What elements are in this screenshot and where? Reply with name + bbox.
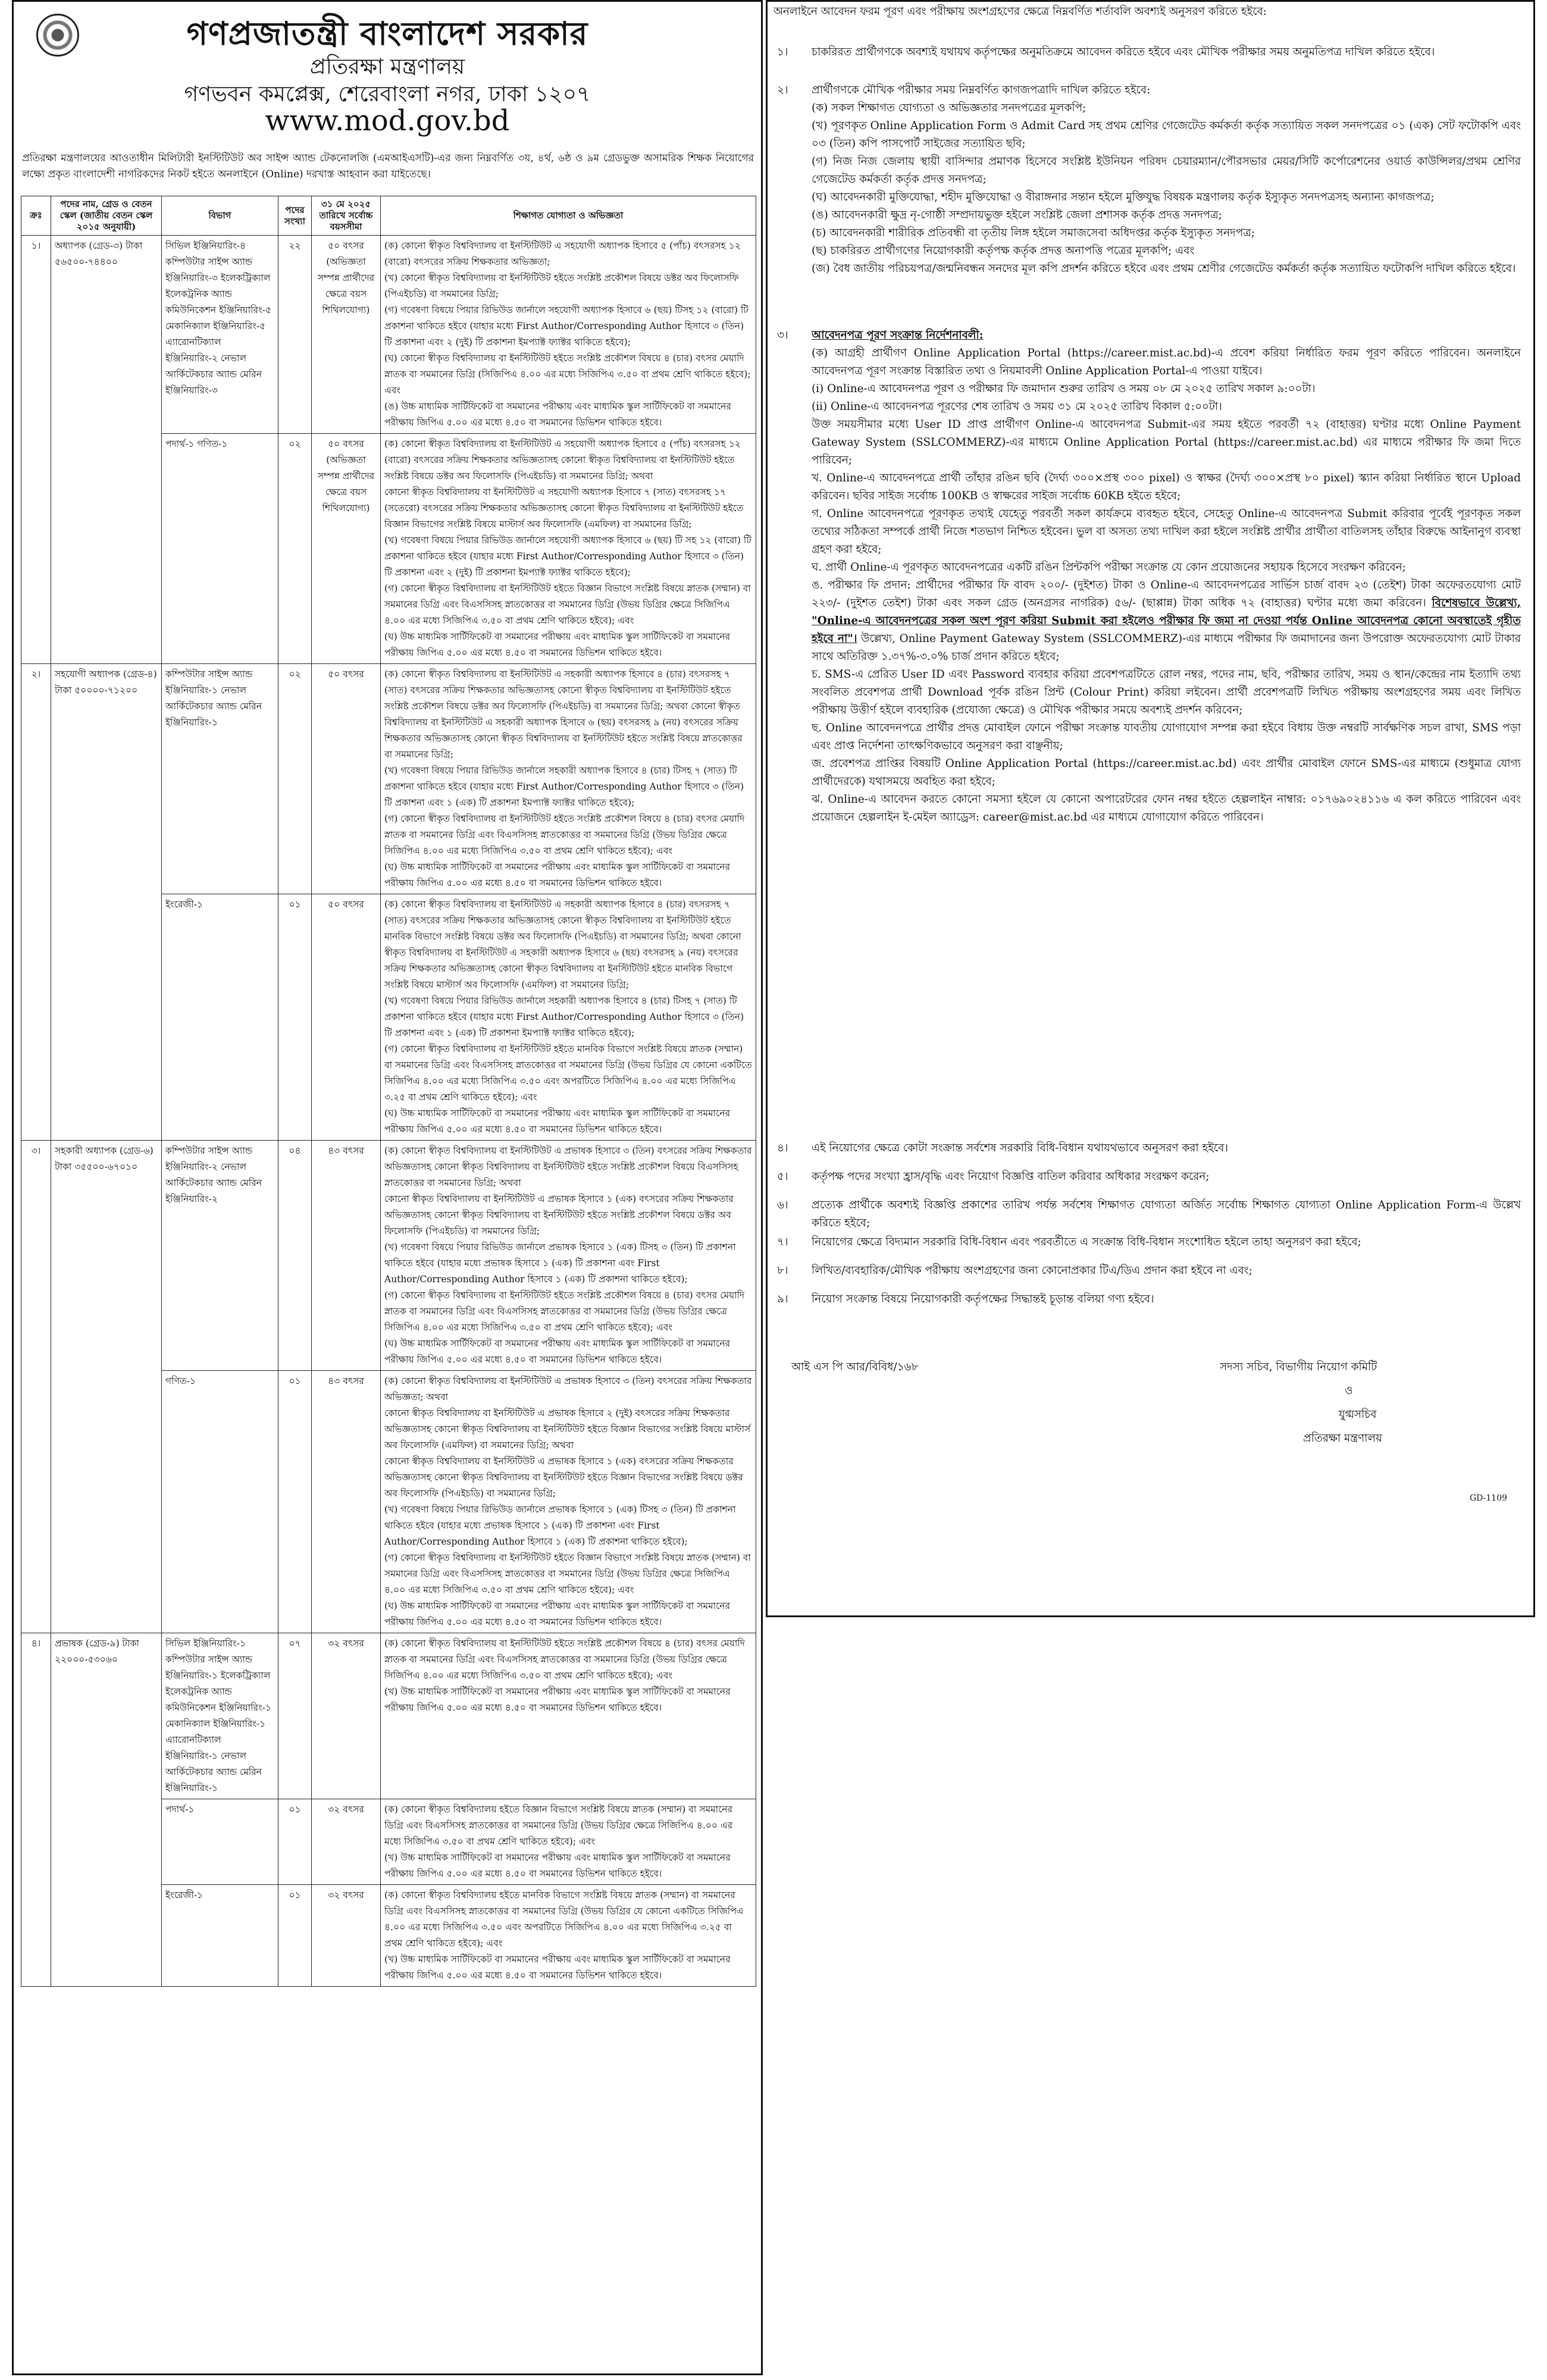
post-count-cell: ০১ xyxy=(278,1799,312,1885)
age-limit-cell: ৪৩ বৎসর xyxy=(312,1141,381,1371)
qualification-item: (গ) কোনো স্বীকৃত বিশ্ববিদ্যালয় বা ইনস্টিটিউট হইতে সংশ্লিষ্ট প্রকৌশল বিষয়ে ৪ (চার) বৎসর মেয়াদি স্নাতক বা সমমানের ডিগ্রি এবং বিএসসিসহ স্নাতকোত্তর বা সমমানের ডিগ্রি (উভয় ডিগ্রির ক্ষেত্রে সিজিপিএ ৪.০০ এর মধ্যে সিজিপিএ ৩.৫০ বা প্রথম শ্রেণি থাকিতে হইবে); এবং xyxy=(384,1290,745,1333)
signatory-title: সদস্য সচিব, বিভাগীয় নিয়োগ কমিটি xyxy=(1220,1361,1377,1373)
condition-4 xyxy=(777,1139,1521,1157)
application-instructions-heading: আবেদনপত্র পূরণ সংক্রান্ত নির্দেশনাবলী: xyxy=(812,329,984,342)
condition-8 xyxy=(777,1262,1521,1280)
table-row xyxy=(21,1633,756,1799)
condition-number: ৯। xyxy=(777,1293,788,1305)
serial-cell: ৩। xyxy=(21,1141,51,1633)
post-count-cell: ০৪ xyxy=(278,1141,312,1371)
post-count-cell: ২২ xyxy=(278,236,312,434)
qualification-item: (ঙ) উচ্চ মাধ্যমিক সার্টিফিকেট বা সমমানের পরীক্ষায় এবং মাধ্যমিক স্কুল সার্টিফিকেট বা সমমানের পরীক্ষায় জিপিএ ৫.০০ এর মধ্যে ৪.৫০ বা সমমানের ডিভিশন থাকিতে হইবে। xyxy=(384,401,731,428)
qualification-cell xyxy=(381,664,756,894)
qualification-cell xyxy=(381,236,756,434)
age-limit-cell: ৪৩ বৎসর xyxy=(312,1371,381,1633)
instruction-ga: গ. Online আবেদনপত্রে পূরণকৃত তথ্যই যেহেতু পরবর্তী সকল কার্যক্রমে ব্যবহৃত হইবে, সেহেতু Online-এ আবেদনপত্র Submit করিবার পূর্বেই পূরণকৃত সকল তথ্যের সঠিকতা সম্পর্কে প্রার্থী নিজে শতভাগ নিশ্চিত হইবেন। ভুল বা অসত্য তথ্য দাখিল করা হইলে সংশ্লিষ্ট প্রার্থীর প্রার্থীতা বাতিলসহ তাঁহার বিরুদ্ধে আইনানুগ ব্যবস্থা গ্রহণ করা হইবে; xyxy=(812,508,1521,556)
qualification-item: (গ) কোনো স্বীকৃত বিশ্ববিদ্যালয় বা ইনস্টিটিউট হইতে বিজ্ঞান বিভাগে সংশ্লিষ্ট বিষয়ে স্নাতক (সম্মান) বা সমমানের ডিগ্রি এবং বিএসসিসহ স্নাতকোত্তর বা সমমানের ডিগ্রি (উভয় ডিগ্রির ক্ষেত্রে সিজিপিএ ৪.০০ এর মধ্যে সিজিপিএ ৩.৫০ বা প্রথম শ্রেণি থাকিতে হইবে); এবং xyxy=(384,1552,751,1595)
qualification-item: (ঘ) উচ্চ মাধ্যমিক সার্টিফিকেট বা সমমানের পরীক্ষায় এবং মাধ্যমিক স্কুল সার্টিফিকেট বা সমমানের পরীক্ষায় জিপিএ ৫.০০ এর মধ্যে ৪.৫০ বা সমমানের ডিভিশন থাকিতে হইবে। xyxy=(384,1601,731,1627)
condition-2 xyxy=(777,82,1521,278)
qualification-cell xyxy=(381,434,756,664)
notice-header xyxy=(14,2,761,151)
qualification-item: (ক) কোনো স্বীকৃত বিশ্ববিদ্যালয় বা ইনস্টিটিউট এ সহযোগী অধ্যাপক হিসাবে ৫ (পাঁচ) বৎসরসহ ১২ (বারো) বৎসরের সক্রিয় শিক্ষকতার অভিজ্ঞতাসহ কোনো স্বীকৃত বিশ্ববিদ্যালয় বা ইনস্টিটিউট হইতে সংশ্লিষ্ট বিষয়ে ডক্টর অব ফিলোসফি (পিএইচডি) বা সমমানের ডিগ্রি; অথবা xyxy=(384,439,741,481)
condition-9 xyxy=(777,1291,1521,1308)
qualification-item: (খ) গবেষণা বিষয়ে পিয়ার রিভিউড জার্নালে প্রভাষক হিসাবে ১ (এক) টিসহ ৩ (তিন) টি প্রকাশনা থাকিতে হইবে (যাহার মধ্যে প্রভাষক হিসাবে ১ (এক) টি প্রকাশনা এবং First Author/Corresponding Author হিসাবে ১ (এক) টি প্রকাশনা থাকিতে হইবে); xyxy=(384,1504,736,1547)
gd-code: GD-1109 xyxy=(1470,1493,1508,1503)
ministry-website: www.mod.gov.bd xyxy=(265,104,510,137)
qualification-item: (ক) কোনো স্বীকৃত বিশ্ববিদ্যালয় বা ইনস্টিটিউট এ প্রভাষক হিসাবে ৩ (তিন) বৎসরের সক্রিয় শিক্ষকতার অভিজ্ঞতাসহ কোনো স্বীকৃত বিশ্ববিদ্যালয় বা ইনস্টিটিউট হইতে সংশ্লিষ্ট প্রকৌশল বিষয়ে বিএসসিসহ স্নাতকোত্তর বা সমমানের ডিগ্রি; অথবা xyxy=(384,1145,752,1188)
serial-cell: ২। xyxy=(21,664,51,1141)
ministry-name: প্রতিরক্ষা মন্ত্রণালয় xyxy=(309,55,465,79)
signatory-designation: যুগ্মসচিব xyxy=(1339,1408,1377,1421)
age-limit-cell: ৩২ বৎসর xyxy=(312,1633,381,1799)
instruction-payment: উক্ত সময়সীমার মধ্যে User ID প্রাপ্ত প্রার্থীগণ Online-এ আবেদনপত্র Submit-এর সময় হইতে পরবর্তী ৭২ (বাহাত্তর) ঘণ্টার মধ্যে Online Payment Gateway System (SSLCOMMERZ)-এর মাধ্যমে Online Application Portal (https://career.mist.ac.bd) এর মাধ্যমে পরীক্ষার ফি জমা দিতে পারিবেন; xyxy=(812,418,1521,466)
government-title: গণপ্রজাতন্ত্রী বাংলাদেশ সরকার xyxy=(186,14,588,52)
qualification-item: (ঘ) উচ্চ মাধ্যমিক সার্টিফিকেট বা সমমানের পরীক্ষায় এবং মাধ্যমিক স্কুল সার্টিফিকেট বা সমমানের পরীক্ষায় জিপিএ ৫.০০ এর মধ্যে ৪.৫০ বা সমমানের ডিভিশন থাকিতে হইবে। xyxy=(384,862,731,888)
age-limit-cell: ৩২ বৎসর xyxy=(312,1799,381,1885)
post-count-cell: ০৭ xyxy=(278,1633,312,1799)
age-limit-cell: ৫০ বৎসর xyxy=(312,894,381,1141)
document-item: (ঘ) আবেদনকারী মুক্তিযোদ্ধা, শহীদ মুক্তিযোদ্ধা ও বীরাঙ্গনার সন্তান হইলে মুক্তিযুদ্ধ বিষয়ক মন্ত্রণালয় কর্তৃক ইস্যুকৃত সনদপত্রসহ অন্যান্য কাগজপত্র; xyxy=(812,191,1435,203)
job-notice-right-panel xyxy=(766,0,1535,1617)
col-header-count: পদের সংখ্যা xyxy=(278,196,312,236)
qualification-item: (খ) গবেষণা বিষয়ে পিয়ার রিভিউড জার্নালে প্রভাষক হিসাবে ১ (এক) টিসহ ৩ (তিন) টি প্রকাশনা থাকিতে হইবে (যাহার মধ্যে প্রভাষক হিসাবে ১ (এক) টি প্রকাশনা এবং First Author/Corresponding Author হিসাবে ১ (এক) টি প্রকাশনা থাকিতে হইবে); xyxy=(384,1242,736,1285)
conditions-intro: অনলাইনে আবেদন ফরম পূরণ এবং পরীক্ষায় অংশগ্রহণের ক্ষেত্রে নিম্নবর্ণিত শর্তাবলি অবশ্যই অনুসরণ করিতে হইবে: xyxy=(774,5,1267,18)
department-cell: পদার্থ-১ গণিত-১ xyxy=(162,434,278,664)
table-row xyxy=(21,664,756,894)
qualification-item: (গ) গবেষণা বিষয়ে পিয়ার রিভিউড জার্নালে সহযোগী অধ্যাপক হিসাবে ৬ (ছয়) টিসহ ১২ (বারো) টি প্রকাশনা থাকিতে হইবে (যাহার মধ্যে First Author/Corresponding Author হিসাবে ৩ (তিন) টি প্রকাশনা এবং ২ (দুই) টি প্রকাশনা ইমপ্যাক্ট ফ্যাক্টর থাকিতে হইবে); xyxy=(384,305,749,347)
condition-text: প্রত্যেক প্রার্থীকে অবশ্যই বিজ্ঞপ্তি প্রকাশের তারিখ পর্যন্ত সর্বশেষ শিক্ষাগত যোগ্যতা অর্জিত সর্বোচ্চ শিক্ষাগত যোগ্যতা Online Application Form-এ উল্লেখ করিতে হইবে; xyxy=(812,1199,1521,1229)
document-item: (চ) আবেদনকারী শারীরিক প্রতিবন্ধী বা তৃতীয় লিঙ্গ হইলে সমাজসেবা অধিদপ্তর কর্তৃক ইস্যুকৃত সনদপত্র; xyxy=(812,227,1255,239)
qualification-item: (খ) কোনো স্বীকৃত বিশ্ববিদ্যালয় বা ইনস্টিটিউট হইতে সংশ্লিষ্ট প্রকৌশল বিষয়ে ডক্টর অব ফিলোসফি (পিএইচডি) বা সমমানের ডিগ্রি; xyxy=(384,273,739,299)
col-header-sl: ক্রঃ xyxy=(21,196,51,236)
document-item: (গ) নিজ নিজ জেলায় স্থায়ী বাসিন্দার প্রমাণক হিসেবে সংশ্লিষ্ট ইউনিয়ন পরিষদ চেয়ারম্যান/পৌরসভার মেয়র/সিটি কর্পোরেশনের ওয়ার্ড কাউন্সিলর/প্রথম শ্রেণির গেজেটেড কর্মকর্তা কর্তৃক প্রদত্ত সনদপত্র; xyxy=(812,155,1521,186)
instruction-chha: ছ. Online আবেদনপত্রে প্রার্থীর প্রদত্ত মোবাইল ফোনে পরীক্ষা সংক্রান্ত যাবতীয় যোগাযোগ সম্পন্ন করা হইবে বিধায় উক্ত নম্বরটি সার্বক্ষণিক সচল রাখা, SMS পড়া এবং প্রাপ্ত নির্দেশনা তাৎক্ষণিকভাবে অনুসরণ করা বাঞ্ছনীয়; xyxy=(812,722,1521,752)
qualification-item: (খ) গবেষণা বিষয়ে পিয়ার রিভিউড জার্নালে সহযোগী অধ্যাপক হিসাবে ৬ (ছয়) টি সহ ১২ (বারো) টি প্রকাশনা থাকিতে হইবে (যাহার মধ্যে First Author/Corresponding Author হিসাবে ৩ (তিন) টি প্রকাশনা এবং ২ (দুই) টি প্রকাশনা ইমপ্যাক্ট ফ্যাক্টর থাকিতে হইবে); xyxy=(384,535,751,578)
qualification-item: (ঘ) কোনো স্বীকৃত বিশ্ববিদ্যালয় বা ইনস্টিটিউট হইতে সংশ্লিষ্ট প্রকৌশল বিষয়ে ৪ (চার) বৎসর মেয়াদি স্নাতক বা সমমানের ডিগ্রি (সিজিপিএ ৪.০০ এর মধ্যে সিজিপিএ ৩.৫০ বা প্রথম শ্রেণি থাকিতে হইবে); এবং xyxy=(384,353,751,396)
post-count-cell: ০১ xyxy=(278,1885,312,1987)
post-count-cell: ০১ xyxy=(278,1371,312,1633)
condition-number: ৫। xyxy=(777,1170,788,1183)
qualification-item: (ক) কোনো স্বীকৃত বিশ্ববিদ্যালয় হইতে মানবিক বিভাগে সংশ্লিষ্ট বিষয়ে স্নাতক (সম্মান) বা সমমানের ডিগ্রি এবং বিএসসিসহ স্নাতকোত্তর বা সমমানের ডিগ্রি (উভয় ডিগ্রির যে কোনো একটিতে সিজিপিএ ৪.০০ এর মধ্যে সিজিপিএ ৩.৫০ এবং অপরটিতে সিজিপিএ ৪.০০ এর মধ্যে সিজিপিএ ৩.২৫ বা প্রথম শ্রেণি থাকিতে হইবে); এবং xyxy=(384,1890,744,1949)
condition-text: লিখিত/ব্যবহারিক/মৌখিক পরীক্ষায় অংশগ্রহণের জন্য কোনোপ্রকার টিএ/ডিএ প্রদান করা হইবে না এবং; xyxy=(812,1264,1252,1277)
qualification-item: (ক) কোনো স্বীকৃত বিশ্ববিদ্যালয় বা ইনস্টিটিউট এ সহকারী অধ্যাপক হিসাবে ৪ (চার) বৎসরসহ ৭ (সাত) বৎসরের সক্রিয় শিক্ষকতার অভিজ্ঞতাসহ কোনো স্বীকৃত বিশ্ববিদ্যালয় বা ইনস্টিটিউট হইতে সংশ্লিষ্ট প্রকৌশল বিষয়ে ডক্টর অব ফিলোসফি (পিএইচডি) বা সমমানের ডিগ্রি; অথবা কোনো স্বীকৃত বিশ্ববিদ্যালয় বা ইনস্টিটিউট এ সহকারী অধ্যাপক হিসাবে ৬ (ছয়) বৎসরসহ ৯ (নয়) বৎসরের সক্রিয় শিক্ষকতার অভিজ্ঞতাসহ কোনো স্বীকৃত বিশ্ববিদ্যালয় বা ইনস্টিটিউট হইতে সংশ্লিষ্ট বিষয়ে স্নাতকোত্তর বা সমমানের ডিগ্রি; xyxy=(384,669,743,760)
qualification-cell xyxy=(381,1371,756,1633)
qualification-item: (গ) কোনো স্বীকৃত বিশ্ববিদ্যালয় বা ইনস্টিটিউট হইতে সংশ্লিষ্ট প্রকৌশল বিষয়ে ৪ (চার) বৎসর মেয়াদি স্নাতক বা সমমানের ডিগ্রি এবং বিএসসিসহ স্নাতকোত্তর বা সমমানের ডিগ্রি (উভয় ডিগ্রির ক্ষেত্রে সিজিপিএ ৪.০০ এর মধ্যে সিজিপিএ ৩.৫০ বা প্রথম শ্রেণি থাকিতে হইবে); এবং xyxy=(384,813,745,856)
post-count-cell: ০২ xyxy=(278,664,312,894)
qualification-item: (ঘ) উচ্চ মাধ্যমিক সার্টিফিকেট বা সমমানের পরীক্ষায় এবং মাধ্যমিক স্কুল সার্টিফিকেট বা সমমানের পরীক্ষায় জিপিএ ৫.০০ এর মধ্যে ৪.৫০ বা সমমানের ডিভিশন থাকিতে হইবে। xyxy=(384,631,731,658)
qualification-item: (ক) কোনো স্বীকৃত বিশ্ববিদ্যালয় বা ইনস্টিটিউট এ প্রভাষক হিসাবে ৩ (তিন) বৎসরের সক্রিয় শিক্ষকতার অভিজ্ঞতা; অথবা xyxy=(384,1376,752,1402)
qualification-item: (ঘ) উচ্চ মাধ্যমিক সার্টিফিকেট বা সমমানের পরীক্ষায় এবং মাধ্যমিক স্কুল সার্টিফিকেট বা সমমানের পরীক্ষায় জিপিএ ৫.০০ এর মধ্যে ৪.৫০ বা সমমানের ডিভিশন থাকিতে হইবে। xyxy=(384,1338,731,1365)
department-cell: সিভিল ইঞ্জিনিয়ারিং-১ কম্পিউটার সাইন্স অ্যান্ড ইঞ্জিনিয়ারিং-১ ইলেকট্রিক্যাল ইলেকট্রনিক অ্যান্ড কমিউনিকেশন ইঞ্জিনিয়ারিং-১ মেকানিক্যাল ইঞ্জিনিয়ারিং-১ এ্যারোনটিক্যাল ইঞ্জিনিয়ারিং-১ নেভাল আর্কিটেকচার অ্যান্ড মেরিন ইঞ্জিনিয়ারিং-১ xyxy=(162,1633,278,1799)
signatory-ministry: প্রতিরক্ষা মন্ত্রণালয় xyxy=(1303,1432,1382,1445)
condition-text: এই নিয়োগের ক্ষেত্রে কোটা সংক্রান্ত সর্বশেষ সরকারি বিধি-বিধান যথাযথভাবে অনুসরণ করা হইবে। xyxy=(812,1142,1229,1154)
qualification-item: (খ) উচ্চ মাধ্যমিক সার্টিফিকেট বা সমমানের পরীক্ষায় এবং মাধ্যমিক স্কুল সার্টিফিকেট বা সমমানের পরীক্ষায় জিপিএ ৫.০০ এর মধ্যে ৪.৫০ বা সমমানের ডিভিশন থাকিতে হইবে। xyxy=(384,1852,731,1879)
instruction-cha: চ. SMS-এ প্রেরিত User ID এবং Password ব্যবহার করিয়া প্রবেশপত্রটিতে রোল নম্বর, পদের নাম, ছবি, পরীক্ষার তারিখ, সময় ও স্থান/কেন্দ্রের নাম ইত্যাদি তথ্য সংবলিত প্রবেশপত্র প্রার্থী Download পূর্বক রঙিন প্রিন্ট (Colour Print) করিয়া লইবেন। প্রার্থী প্রবেশপত্রটি লিখিত পরীক্ষায় অংশগ্রহণের সময় এবং লিখিত পরীক্ষায় উত্তীর্ণ হইলে ব্যবহারিক (প্রযোজ্য ক্ষেত্রে) ও মৌখিক পরীক্ষার সময়ে অবশ্যই প্রদর্শন করিবেন; xyxy=(812,668,1521,716)
condition-number: ৪। xyxy=(777,1142,788,1154)
document-item: (খ) পূরণকৃত Online Application Form ও Admit Card সহ প্রথম শ্রেণির গেজেটেড কর্মকর্তা কর্তৃক সত্যায়িত সকল সনদপত্রের ০১ (এক) সেট ফটোকপি এবং ০৩ (তিন) কপি পাসপোর্ট সাইজের সত্যায়িত ছবি; xyxy=(812,120,1521,150)
qualification-item: কোনো স্বীকৃত বিশ্ববিদ্যালয় বা ইনস্টিটিউট এ প্রভাষক হিসাবে ১ (এক) বৎসরের সক্রিয় শিক্ষকতার অভিজ্ঞতাসহ কোনো স্বীকৃত বিশ্ববিদ্যালয় বা ইনস্টিটিউট হইতে বিজ্ঞান বিভাগের সংশ্লিষ্ট বিষয়ে ডক্টর অব ফিলোসফি (পিএইচডি) বা সমমানের ডিগ্রি; xyxy=(384,1456,743,1499)
posts-table-body xyxy=(21,236,756,1987)
condition-1 xyxy=(777,43,1521,61)
department-cell: কম্পিউটার সাইন্স অ্যান্ড ইঞ্জিনিয়ারিং-২ নেভাল আর্কিটেকচার অ্যান্ড মেরিন ইঞ্জিনিয়ারিং-২ xyxy=(162,1141,278,1371)
qualification-cell xyxy=(381,894,756,1141)
condition-text: প্রার্থীগণকে মৌখিক পরীক্ষার সময় নিম্নবর্ণিত কাগজপত্রাদি দাখিল করিতে হইবে: xyxy=(812,84,1151,96)
serial-cell: ১। xyxy=(21,236,51,664)
document-item: (জ) বৈধ জাতীয় পরিচয়পত্র/জন্মনিবন্ধন সনদের মূল কপি প্রদর্শন করিতে হইবে এবং প্রথম শ্রেণীর গেজেটেড কর্মকর্তা কর্তৃক সত্যায়িত ফটোকপি দাখিল করিতে হইবে। xyxy=(812,262,1516,275)
qualification-item: (খ) গবেষণা বিষয়ে পিয়ার রিভিউড জার্নালে সহকারী অধ্যাপক হিসাবে ৪ (চার) টিসহ ৭ (সাত) টি প্রকাশনা থাকিতে হইবে (যাহার মধ্যে First Author/Corresponding Author হিসাবে ৩ (তিন) টি প্রকাশনা এবং ১ (এক) টি প্রকাশনা ইমপ্যাক্ট ফ্যাক্টর থাকিতে হইবে); xyxy=(384,995,744,1038)
serial-cell: ৪। xyxy=(21,1633,51,1987)
post-name-cell: সহযোগী অধ্যাপক (গ্রেড-৪) টাকা ৫০০০০-৭১২০০ xyxy=(51,664,162,1141)
instruction-gha: ঘ. প্রার্থী Online-এ পূরণকৃত আবেদনপত্রের একটি রঙিন প্রিন্টকপি পরীক্ষা সংক্রান্ত যে কোন প্রয়োজনের সহায়ক হিসেবে সংরক্ষণ করিবেন; xyxy=(812,561,1406,574)
post-name-cell: অধ্যাপক (গ্রেড-৩) টাকা ৫৬৫০০-৭৪৪০০ xyxy=(51,236,162,664)
end-date-item: (ii) Online-এ আবেদনপত্র পূরণের শেষ তারিখ ও সময় ৩১ মে ২০২৫ তারিখ বিকাল ৫:০০টা। xyxy=(812,400,1222,413)
condition-number: ৬। xyxy=(777,1199,788,1211)
instruction-ja: জ. প্রবেশপত্র প্রাপ্তির বিষয়টি Online Application Portal (https://career.mist.ac.bd) এবং প্রার্থীর মোবাইল ফোনে SMS-এর মাধ্যমে (শুধুমাত্র যোগ্য প্রার্থীদেরকে) যথাসময়ে অবহিত করা হইবে; xyxy=(812,757,1521,788)
col-header-post: পদের নাম, গ্রেড ও বেতন স্কেল (জাতীয় বেতন স্কেল ২০১৫ অনুযায়ী) xyxy=(51,196,162,236)
qualification-item: (ক) কোনো স্বীকৃত বিশ্ববিদ্যালয় বা ইনস্টিটিউট এ সহকারী অধ্যাপক হিসাবে ৪ (চার) বৎসরসহ ৭ (সাত) বৎসরের সক্রিয় শিক্ষকতার অভিজ্ঞতাসহ কোনো স্বীকৃত বিশ্ববিদ্যালয় বা ইনস্টিটিউট হইতে মানবিক বিভাগে সংশ্লিষ্ট বিষয়ে ডক্টর অব ফিলোসফি (পিএইচডি) বা সমমানের ডিগ্রি; অথবা কোনো স্বীকৃত বিশ্ববিদ্যালয় বা ইনস্টিটিউট এ সহকারী অধ্যাপক হিসাবে ৬ (ছয়) বৎসরসহ ৯ (নয়) বৎসরের সক্রিয় শিক্ষকতার অভিজ্ঞতাসহ কোনো স্বীকৃত বিশ্ববিদ্যালয় বা ইনস্টিটিউট হইতে মানবিক বিভাগে সংশ্লিষ্ট বিষয়ে মাস্টার্স অব ফিলোসফি (এমফিল) বা সমমানের ডিগ্রি; xyxy=(384,899,741,990)
qualification-item: (খ) উচ্চ মাধ্যমিক সার্টিফিকেট বা সমমানের পরীক্ষায় এবং মাধ্যমিক স্কুল সার্টিফিকেট বা সমমানের পরীক্ষায় জিপিএ ৫.০০ এর মধ্যে ৪.৫০ বা সমমানের ডিভিশন থাকিতে হইবে। xyxy=(384,1954,731,1981)
department-cell: সিভিল ইঞ্জিনিয়ারিং-৪ কম্পিউটার সাইন্স অ্যান্ড ইঞ্জিনিয়ারিং-৩ ইলেকট্রিক্যাল ইলেকট্রনিক অ্যান্ড কমিউনিকেশন ইঞ্জিনিয়ারিং-৫ মেকানিক্যাল ইঞ্জিনিয়ারিং-৫ এ্যারোনটিক্যাল ইঞ্জিনিয়ারিং-২ নেভাল আর্কিটেকচার অ্যান্ড মেরিন ইঞ্জিনিয়ারিং-৩ xyxy=(162,236,278,434)
post-name-cell: প্রভাষক (গ্রেড-৯) টাকা ২২০০০-৫৩০৬০ xyxy=(51,1633,162,1987)
age-limit-cell: ৩২ বৎসর xyxy=(312,1885,381,1987)
department-cell: পদার্থ-১ xyxy=(162,1799,278,1885)
condition-text: নিয়োগের ক্ষেত্রে বিদ্যমান সরকারি বিধি-বিধান এবং পরবর্তীতে এ সংক্রান্ত বিধি-বিধান সংশোধিত হইলে তাহা অনুসরণ করা হইবে; xyxy=(812,1236,1361,1248)
department-cell: ইংরেজী-১ xyxy=(162,1885,278,1987)
reference-number: আই এস পি আর/বিবিধ/১৬৮ xyxy=(791,1361,919,1373)
fee-warning: বিশেষভাবে উল্লেখ্য, "Online-এ আবেদনপত্রের সকল অংশ পূরণ করিয়া Submit করা হইলেও পরীক্ষার ফি জমা না দেওয়া পর্যন্ত Online আবেদনপত্র কোনো অবস্থাতেই গৃহীত হইবে না"। xyxy=(812,597,1521,645)
condition-3 xyxy=(777,327,1521,826)
signatory-and: ও xyxy=(1345,1385,1353,1397)
qualification-item: (গ) কোনো স্বীকৃত বিশ্ববিদ্যালয় বা ইনস্টিটিউট হইতে মানবিক বিভাগে সংশ্লিষ্ট বিষয়ে স্নাতক (সম্মান) বা সমমানের ডিগ্রি এবং বিএসসিসহ স্নাতকোত্তর বা সমমানের ডিগ্রি (উভয় ডিগ্রির যে কোনো একটিতে সিজিপিএ ৪.০০ এর মধ্যে সিজিপিএ ৩.৫০ এবং অপরটিতে সিজিপিএ ৪.০০ এর মধ্যে সিজিপিএ ৩.২৫ বা প্রথম শ্রেণি থাকিতে হইবে); এবং xyxy=(384,1044,752,1103)
qualification-item: কোনো স্বীকৃত বিশ্ববিদ্যালয় বা ইনস্টিটিউট এ সহযোগী অধ্যাপক হিসাবে ৭ (সাত) বৎসরসহ ১৭ (সতেরো) বৎসরের সক্রিয় শিক্ষকতার অভিজ্ঞতাসহ কোনো স্বীকৃত বিশ্ববিদ্যালয় বা ইনস্টিটিউট হইতে বিজ্ঞান বিভাগের সংশ্লিষ্ট বিষয়ে মাস্টার্স অব ফিলোসফি (এমফিল) বা সমমানের ডিগ্রি; xyxy=(384,487,744,530)
instruction-jha: ঝ. Online-এ আবেদন করতে কোনো সমস্যা হইলে যে কোনো অপারেটরের ফোন নম্বর হইতে হেল্পলাইন নাম্বার: ০১৭৬৯০২৪১১৬ এ কল করিতে পারিবেন এবং প্রয়োজনে হেল্পলাইন ই-মেইল অ্যাড্রেস: career@mist.ac.bd এর মাধ্যমে যোগাযোগ করিতে পারিবেন। xyxy=(812,793,1521,823)
document-item: (ক) সকল শিক্ষাগত যোগ্যতা ও অভিজ্ঞতার সনদপত্রের মূলকপি; xyxy=(812,102,1086,114)
start-date-item: (i) Online-এ আবেদনপত্র পূরণ ও পরীক্ষার ফি জমাদান শুরুর তারিখ ও সময় ০৮ মে ২০২৫ তারিখ সকাল ৯:০০টা। xyxy=(812,383,1316,395)
qualification-cell xyxy=(381,1633,756,1799)
post-count-cell: ০২ xyxy=(278,434,312,664)
post-name-cell: সহকারী অধ্যাপক (গ্রেড-৬) টাকা ৩৫৫০০-৬৭০১০ xyxy=(51,1141,162,1633)
qualification-item: (খ) উচ্চ মাধ্যমিক সার্টিফিকেট বা সমমানের পরীক্ষায় এবং মাধ্যমিক স্কুল সার্টিফিকেট বা সমমানের পরীক্ষায় জিপিএ ৫.০০ এর মধ্যে ৪.৫০ বা সমমানের ডিভিশন থাকিতে হইবে। xyxy=(384,1686,731,1713)
age-limit-cell: ৫০ বৎসর (অভিজ্ঞতা সম্পন্ন প্রার্থীদের ক্ষেত্রে বয়স শিথিলযোগ্য) xyxy=(312,434,381,664)
col-header-age: ৩১ মে ২০২৫ তারিখে সর্বোচ্চ বয়সসীমা xyxy=(312,196,381,236)
qualification-cell xyxy=(381,1141,756,1371)
instruction-ka: (ক) আগ্রহী প্রার্থীগণ Online Application Portal (https://career.mist.ac.bd)-এ প্রবেশ করিয়া নির্ধারিত ফরম পূরণ করিতে পারিবেন। অনলাইনে আবেদনপত্র পূরণ সংক্রান্ত বিস্তারিত তথ্য ও নিয়মাবলী Online Application Portal-এ পাওয়া যাইবে। xyxy=(812,347,1521,377)
job-notice-left-panel xyxy=(12,0,763,2375)
condition-number: ১। xyxy=(777,46,788,58)
ministry-address: গণভবন কমপ্লেক্স, শেরেবাংলা নগর, ঢাকা ১২০৭ xyxy=(184,82,591,107)
condition-5 xyxy=(777,1168,1521,1186)
qualification-item: (ঘ) উচ্চ মাধ্যমিক সার্টিফিকেট বা সমমানের পরীক্ষায় এবং মাধ্যমিক স্কুল সার্টিফিকেট বা সমমানের পরীক্ষায় জিপিএ ৫.০০ এর মধ্যে ৪.৫০ বা সমমানের ডিভিশন থাকিতে হইবে। xyxy=(384,1108,731,1135)
qualification-item: (ক) কোনো স্বীকৃত বিশ্ববিদ্যালয় বা ইনস্টিটিউট হইতে সংশ্লিষ্ট প্রকৌশল বিষয়ে ৪ (চার) বৎসর মেয়াদি স্নাতক বা সমমানের ডিগ্রি এবং বিএসসিসহ স্নাতকোত্তর বা সমমানের ডিগ্রি (উভয় ডিগ্রির ক্ষেত্রে সিজিপিএ ৪.০০ এর মধ্যে সিজিপিএ ৩.৫০ বা প্রথম শ্রেণি থাকিতে হইবে); এবং xyxy=(384,1638,745,1681)
instruction-uma xyxy=(812,577,1521,666)
qualification-item: (ক) কোনো স্বীকৃত বিশ্ববিদ্যালয় বা ইনস্টিটিউট এ সহযোগী অধ্যাপক হিসাবে ৫ (পাঁচ) বৎসরসহ ১২ (বারো) বৎসরের সক্রিয় শিক্ষকতার অভিজ্ঞতা; xyxy=(384,240,741,267)
posts-table xyxy=(21,196,756,1987)
table-row xyxy=(21,1141,756,1371)
condition-number: ৮। xyxy=(777,1264,788,1277)
age-limit-cell: ৫০ বৎসর xyxy=(312,664,381,894)
condition-number: ২। xyxy=(777,84,788,96)
qualification-item: (খ) গবেষণা বিষয়ে পিয়ার রিভিউড জার্নালে সহকারী অধ্যাপক হিসাবে ৪ (চার) টিসহ ৭ (সাত) টি প্রকাশনা থাকিতে হইবে (যাহার মধ্যে First Author/Corresponding Author হিসাবে ৩ (তিন) টি প্রকাশনা এবং ১ (এক) টি প্রকাশনা ইমপ্যাক্ট ফ্যাক্টর থাকিতে হইবে); xyxy=(384,765,744,808)
qualification-cell xyxy=(381,1799,756,1885)
table-header-row xyxy=(21,196,756,236)
fee-text: ঙ. পরীক্ষার ফি প্রদান: প্রার্থীদের পরীক্ষার ফি বাবদ ২০০/- (দুইশত) টাকা ও Online-এ আবেদনপত্রের সার্ভিস চার্জ বাবদ ২৩ (তেইশ) টাকা অফেরতযোগ্য মোট ২২৩/- (দুইশত তেইশ) টাকা এবং সকল গ্রেড (অনগ্রসর নাগরিক) ৫৬/- (ছাপ্পান্ন) টাকা অধিক ৭২ (বাহাত্তর) ঘণ্টার মধ্যে জমা করিবেন। xyxy=(812,579,1521,609)
qualification-item: (গ) কোনো স্বীকৃত বিশ্ববিদ্যালয় বা ইনস্টিটিউট হইতে বিজ্ঞান বিভাগে সংশ্লিষ্ট বিষয়ে স্নাতক (সম্মান) বা সমমানের ডিগ্রি এবং বিএসসিসহ স্নাতকোত্তর বা সমমানের ডিগ্রি (উভয় ডিগ্রির ক্ষেত্রে সিজিপিএ ৪.০০ এর মধ্যে সিজিপিএ ৩.৫০ বা প্রথম শ্রেণি থাকিতে হইবে); এবং xyxy=(384,583,751,626)
post-count-cell: ০১ xyxy=(278,894,312,1141)
document-item: (ঙ) আবেদনকারী ক্ষুদ্র নৃ-গোষ্ঠী সম্প্রদায়ভুক্ত হইলে সংশ্লিষ্ট জেলা প্রশাসক কর্তৃক প্রদত্ত সনদপত্র; xyxy=(812,209,1222,221)
condition-text: কর্তৃপক্ষ পদের সংখ্যা হ্রাস/বৃদ্ধি এবং নিয়োগ বিজ্ঞপ্তি বাতিল করিবার অধিকার সংরক্ষণ করেন; xyxy=(812,1170,1210,1183)
condition-number: ৩। xyxy=(777,329,788,342)
notice-intro: প্রতিরক্ষা মন্ত্রণালয়ের আওতাধীন মিলিটারী ইনস্টিটিউট অব সাইন্স অ্যান্ড টেকনোলজি (এমআইএসটি)-এর জন্য নিম্নবর্ণিত ৩য়, ৪র্থ, ৬ষ্ঠ ও ৯ম গ্রেডভুক্ত অসামরিক শিক্ষক নিয়োগের লক্ষ্যে প্রকৃত বাংলাদেশী নাগরিকদের নিকট হইতে অনলাইনে (Online) দরখাস্ত আহবান করা যাইতেছে। xyxy=(22,152,754,180)
condition-number: ৭। xyxy=(777,1236,788,1248)
department-cell: ইংরেজী-১ xyxy=(162,894,278,1141)
condition-text: নিয়োগ সংক্রান্ত বিষয়ে নিয়োগকারী কর্তৃপক্ষের সিদ্ধান্তই চূড়ান্ত বলিয়া গণ্য হইবে। xyxy=(812,1293,1154,1305)
department-cell: কম্পিউটার সাইন্স অ্যান্ড ইঞ্জিনিয়ারিং-১ নেভাল আর্কিটেকচার অ্যান্ড মেরিন ইঞ্জিনিয়ারিং-১ xyxy=(162,664,278,894)
age-limit-cell: ৫০ বৎসর (অভিজ্ঞতা সম্পন্ন প্রার্থীদের ক্ষেত্রে বয়স শিথিলযোগ্য) xyxy=(312,236,381,434)
col-header-dept: বিভাগ xyxy=(162,196,278,236)
condition-6 xyxy=(777,1197,1521,1232)
qualification-item: (ক) কোনো স্বীকৃত বিশ্ববিদ্যালয় হইতে বিজ্ঞান বিভাগে সংশ্লিষ্ট বিষয়ে স্নাতক (সম্মান) বা সমমানের ডিগ্রি এবং বিএসসিসহ স্নাতকোত্তর বা সমমানের ডিগ্রি (উভয় ডিগ্রির ক্ষেত্রে সিজিপিএ ৪.০০ এর মধ্যে সিজিপিএ ৩.৫০ বা প্রথম শ্রেণি থাকিতে হইবে); এবং xyxy=(384,1804,733,1847)
condition-7 xyxy=(777,1233,1521,1251)
table-row xyxy=(21,236,756,434)
department-cell: গণিত-১ xyxy=(162,1371,278,1633)
qualification-item: কোনো স্বীকৃত বিশ্ববিদ্যালয় বা ইনস্টিটিউট এ প্রভাষক হিসাবে ২ (দুই) বৎসরের সক্রিয় শিক্ষকতার অভিজ্ঞতাসহ কোনো স্বীকৃত বিশ্ববিদ্যালয় বা ইনস্টিটিউট হইতে বিজ্ঞান বিভাগের সংশ্লিষ্ট বিষয়ে মাস্টার্স অব ফিলোসফি (এমফিল) বা সমমানের ডিগ্রি; অথবা xyxy=(384,1408,751,1451)
col-header-qualification: শিক্ষাগত যোগ্যতা ও অভিজ্ঞতা xyxy=(381,196,756,236)
instruction-kha: খ. Online-এ আবেদনপত্রে প্রার্থী তাঁহার রঙিন ছবি (দৈর্ঘ্য ৩০০×প্রস্থ ৩০০ pixel) ও স্বাক্ষর (দৈর্ঘ্য ৩০০×প্রস্থ ৮০ pixel) স্ক্যান করিয়া নির্ধারিত স্থানে Upload করিবেন। ছবির সাইজ সর্বোচ্চ 100KB ও স্বাক্ষরের সাইজ সর্বোচ্চ 60KB হইতে হইবে; xyxy=(812,472,1521,502)
condition-text: চাকরিরত প্রার্থীগণকে অবশ্যই যথাযথ কর্তৃপক্ষের অনুমতিক্রমে আবেদন করিতে হইবে এবং মৌখিক পরীক্ষার সময় অনুমতিপত্র দাখিল করিতে হইবে। xyxy=(812,46,1435,58)
fee-note: উল্লেখ্য, Online Payment Gateway System (SSLCOMMERZ)-এর মাধ্যমে পরীক্ষার ফি জমাদানের জন্য উপরোক্ত অফেরতযোগ্য মোট টাকার সাথে অতিরিক্ত ১.৩৭%-৩.০% চার্জ প্রদান করিতে হইবে; xyxy=(812,632,1521,663)
qualification-cell xyxy=(381,1885,756,1987)
document-item: (ছ) চাকরিরত প্রার্থীগণের নিয়োগকারী কর্তৃপক্ষ কর্তৃক প্রদত্ত অনাপত্তি পত্রের মূলকপি; এবং xyxy=(812,245,1195,257)
qualification-item: কোনো স্বীকৃত বিশ্ববিদ্যালয় বা ইনস্টিটিউট এ প্রভাষক হিসাবে ১ (এক) বৎসরের সক্রিয় শিক্ষকতার অভিজ্ঞতাসহ কোনো স্বীকৃত বিশ্ববিদ্যালয় বা ইনস্টিটিউট হইতে সংশ্লিষ্ট প্রকৌশল বিষয়ে ডক্টর অব ফিলোসফি (পিএইচডি) বা সমমানের ডিগ্রি; xyxy=(384,1194,734,1236)
